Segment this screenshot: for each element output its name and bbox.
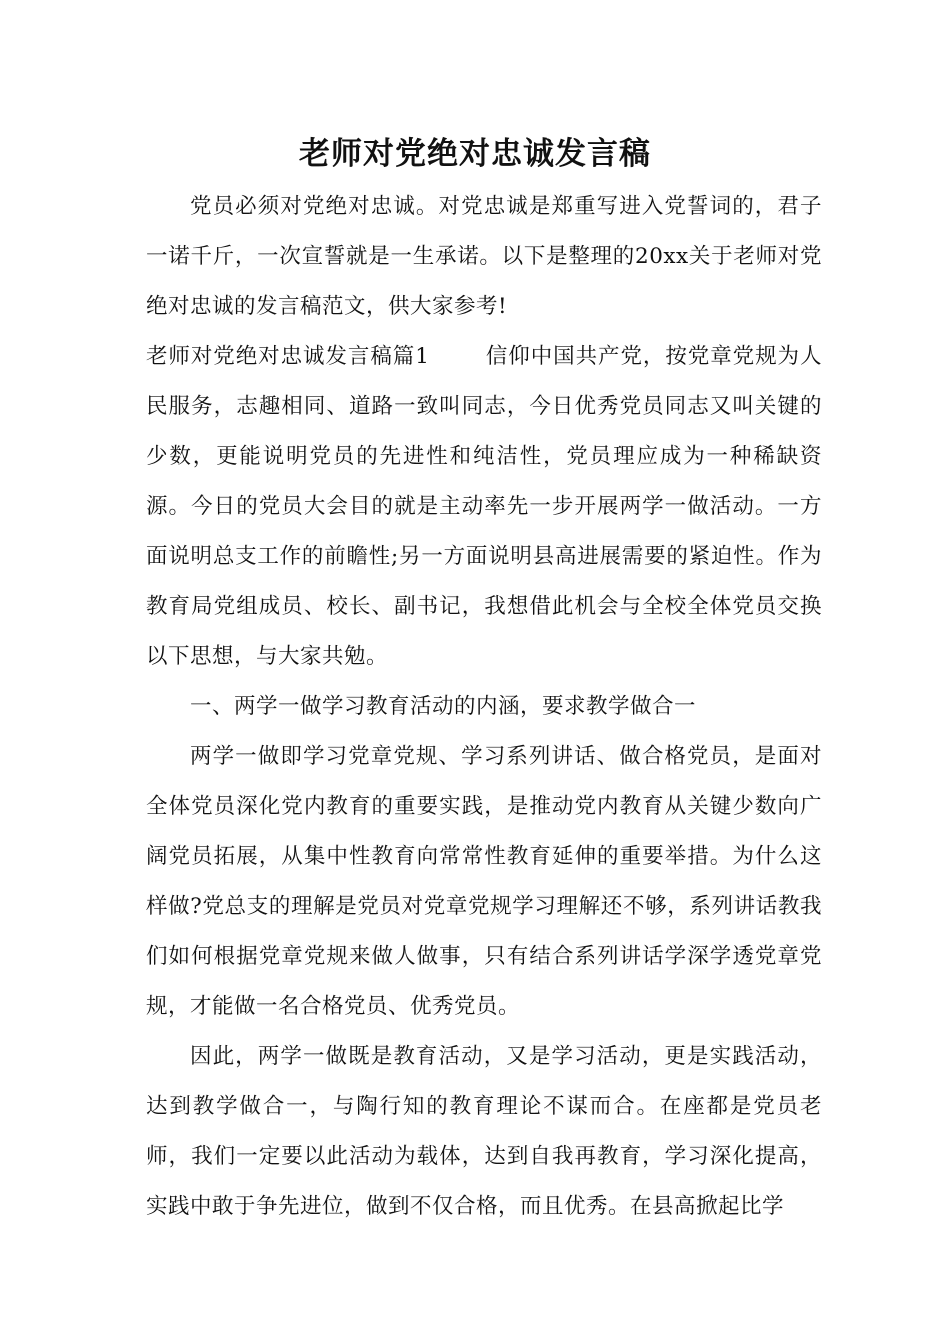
paragraph-3: 因此，两学一做既是教育活动，又是学习活动，更是实践活动，达到教学做合一，与陶行知的教育理论不谋而合。在座都是党员老师，我们一定要以此活动为载体，达到自我再教育，学习深化提高，实践中敢于争先进位，做到不仅合格，而且优秀。在县高掀起比学 bbox=[146, 1044, 822, 1219]
section-first-paragraph: 信仰中国共产党，按党章党规为人民服务，志趣相同、道路一致叫同志，今日优秀党员同志又叫关键的少数，更能说明党员的先进性和纯洁性，党员理应成为一种稀缺资源。今日的党员大会目的就是主动率先一步开展两学一做活动。一方面说明总支工作的前瞻性;另一方面说明县高进展需要的紧迫性。作为教育局党组成员、校长、副书记，我想借此机会与全校全体党员交换以下思想，与大家共勉。 bbox=[146, 344, 822, 669]
intro-paragraph: 党员必须对党绝对忠诚。对党忠诚是郑重写进入党誓词的，君子一诺千斤，一次宣誓就是一生承诺。以下是整理的20xx关于老师对党绝对忠诚的发言稿范文，供大家参考! bbox=[146, 194, 822, 319]
section-heading-1: 一、两学一做学习教育活动的内涵，要求教学做合一 bbox=[190, 694, 697, 719]
document-body bbox=[146, 182, 822, 1232]
paragraph-2: 两学一做即学习党章党规、学习系列讲话、做合格党员，是面对全体党员深化党内教育的重要实践，是推动党内教育从关键少数向广阔党员拓展，从集中性教育向常常性教育延伸的重要举措。为什么这样做?党总支的理解是党员对党章党规学习理解还不够，系列讲话教我们如何根据党章党规来做人做事，只有结合系列讲话学深学透党章党规，才能做一名合格党员、优秀党员。 bbox=[146, 744, 822, 1019]
section-label: 老师对党绝对忠诚发言稿篇1 bbox=[146, 344, 430, 369]
document-title: 老师对党绝对忠诚发言稿 bbox=[299, 136, 651, 172]
section-paragraph bbox=[146, 332, 822, 682]
